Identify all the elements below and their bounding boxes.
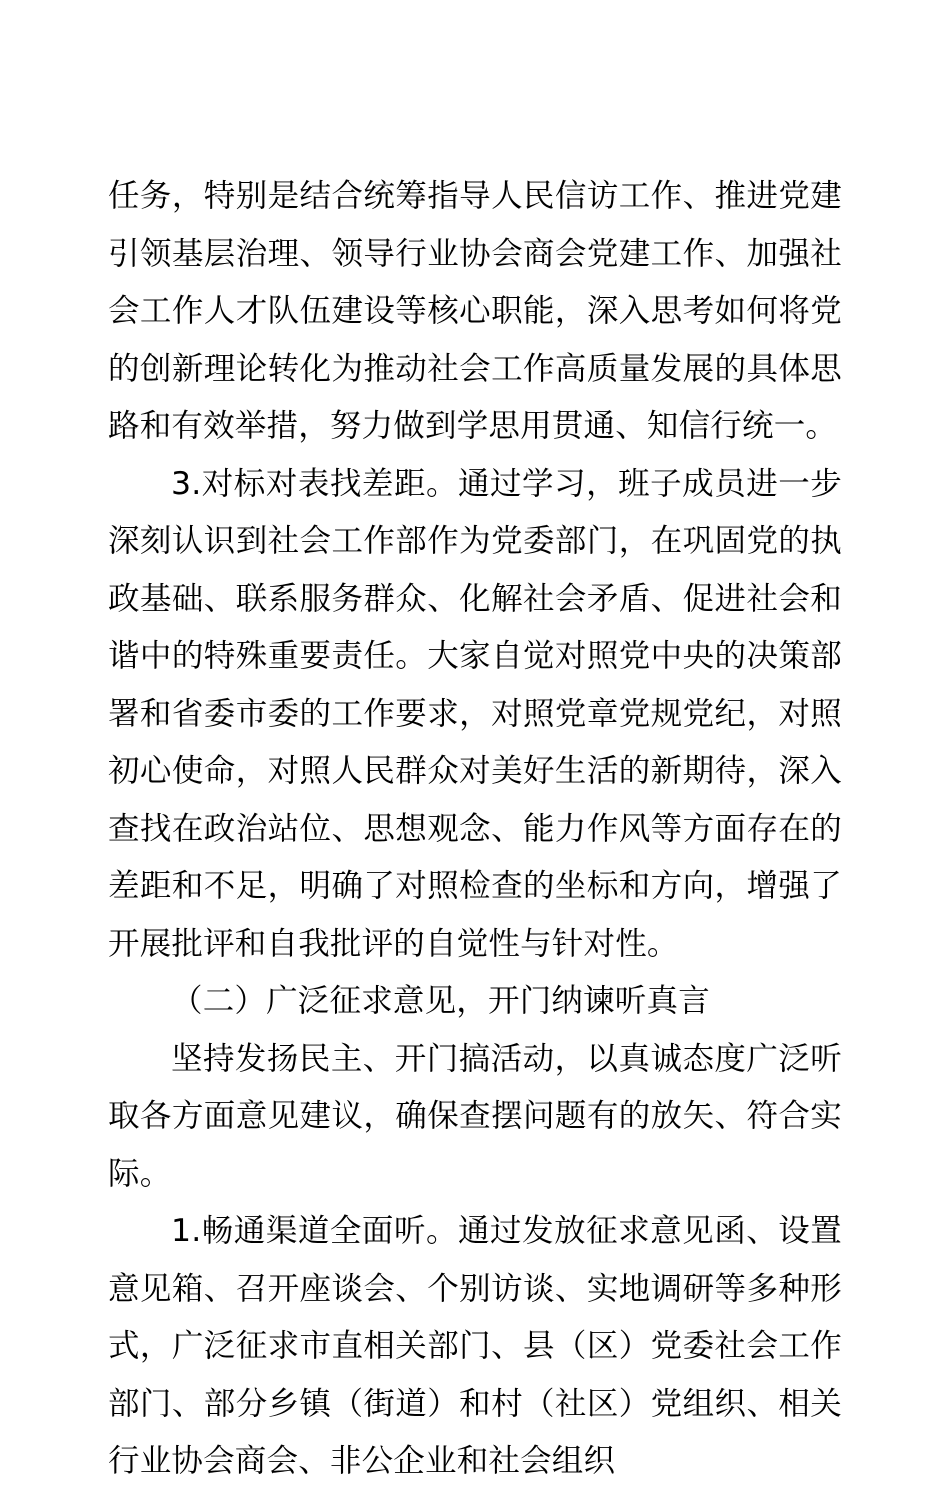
paragraph-4: 坚持发扬民主、开门搞活动，以真诚态度广泛听取各方面意见建议，确保查摆问题有的放矢、符合实际。: [108, 1040, 842, 1192]
document-body: [108, 168, 842, 1491]
paragraph-5: 1.畅通渠道全面听。通过发放征求意见函、设置意见箱、召开座谈会、个别访谈、实地调研等多种形式，广泛征求市直相关部门、县（区）党委社会工作部门、部分乡镇（街道）和村（社区）党组织、相关行业协会商会、非公企业和社会组织: [108, 1213, 842, 1479]
paragraph-2: 3.对标对表找差距。通过学习，班子成员进一步深刻认识到社会工作部作为党委部门，在巩固党的执政基础、联系服务群众、化解社会矛盾、促进社会和谐中的特殊重要责任。大家自觉对照党中央的决策部署和省委市委的工作要求，对照党章党规党纪，对照初心使命，对照人民群众对美好生活的新期待，深入查找在政治站位、思想观念、能力作风等方面存在的差距和不足，明确了对照检查的坐标和方向，增强了开展批评和自我批评的自觉性与针对性。: [108, 465, 842, 962]
paragraph-3-heading: （二）广泛征求意见，开门纳谏听真言: [171, 983, 710, 1019]
paragraph-1: 任务，特别是结合统筹指导人民信访工作、推进党建引领基层治理、领导行业协会商会党建工作、加强社会工作人才队伍建设等核心职能，深入思考如何将党的创新理论转化为推动社会工作高质量发展的具体思路和有效举措，努力做到学思用贯通、知信行统一。: [108, 178, 842, 444]
